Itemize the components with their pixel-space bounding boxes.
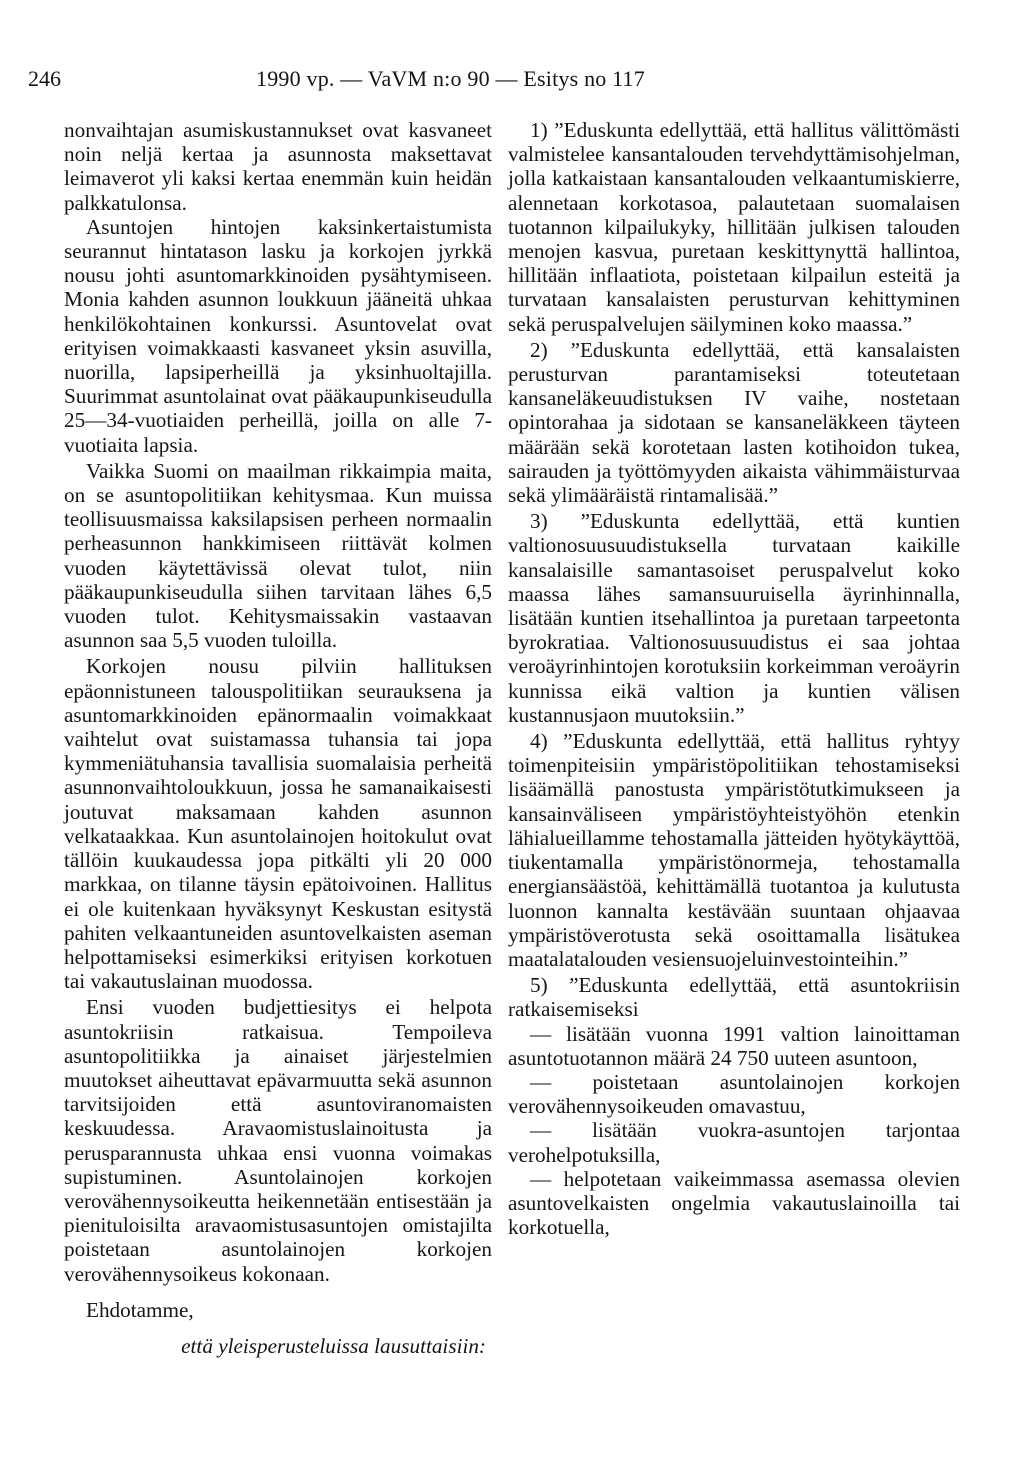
resolution-item: 4) ”Eduskunta edellyttää, että hallitus ryhtyy toimenpiteisiin ympäristöpolitiikan tehostamiseksi lisäämällä panostusta ympäristötutkimukseen ja kansainväliseen ympäristöyhteistyöhön etenkin lähialueillamme tehostamalla jätteiden hyötykäyttöä, tiukentamalla ympäristönormeja, tehostamalla energiansäästöä, kehittämällä tuotantoa ja kulutusta luonnon kannalta kestävään suuntaan ohjaavaa ympäristöverotusta sekä osoittamalla lisätukea maatalatalouden vesiensuojeluinvestointeihin.”: [508, 729, 960, 971]
paragraph: nonvaihtajan asumiskustannukset ovat kasvaneet noin neljä kertaa ja asunnosta maksettavat leimaverot yli kaksi kertaa enemmän kuin heidän palkkatulonsa.: [64, 118, 492, 215]
resolution-item: 2) ”Eduskunta edellyttää, että kansalaisten perusturvan parantamiseksi toteutetaan kansaneläkeuudistuksen IV vaihe, nostetaan opintorahaa ja sidotaan se kansaneläkkeen täyteen määrään sekä korotetaan lasten kotihoidon tukea, sairauden ja työttömyyden aikaista vähimmäisturvaa sekä ylimääräistä rintamalisää.”: [508, 337, 960, 508]
running-title: 1990 vp. — VaVM n:o 90 — Esitys no 117: [256, 66, 645, 91]
left-column: [64, 118, 492, 1358]
resolution-item: 3) ”Eduskunta edellyttää, että kuntien valtionosuusuudistuksella turvataan kaikille kansalaisille samantasoiset peruspalvelut koko maassa lähes samansuuruisella äyrinhinnalla, lisätään kuntien itsehallintoa ja puretaan tarpeetonta byrokratiaa. Valtionosuusuudistus ei saa johtaa veroäyrinhintojen korotuksiin korkeimman veroäyrin kunnissa eikä valtion ja kuntien välisen kustannusjaon muutoksiin.”: [508, 509, 960, 727]
dash-list-item: — helpotetaan vaikeimmassa asemassa olevien asuntovelkaisten ongelmia vakautuslainoilla tai korkotuella,: [508, 1166, 960, 1240]
proposal-closing: Ehdotamme,: [86, 1297, 194, 1322]
resolution-item: 1) ”Eduskunta edellyttää, että hallitus välittömästi valmistelee kansantalouden tervehdyttämisohjelman, jolla katkaistaan kansantalouden velkaantumiskierre, alennetaan korkotasoa, palautetaan suomalaisen tuotannon kilpailukyky, hillitään julkisen talouden menojen kasvua, puretaan keskittynyttä hallintoa, hillitään inflaatiota, poistetaan kilpailun esteitä ja turvataan kansalaisten perusturvan kehittyminen sekä peruspalvelujen säilyminen koko maassa.”: [508, 118, 960, 336]
paragraph: Vaikka Suomi on maailman rikkaimpia maita, on se asuntopolitiikan kehitysmaa. Kun muissa teollisuusmaissa kaksilapsisen perheen normaalin perheasunnon hankkimiseen riittävät kolmen vuoden käytettävissä olevat tulot, niin pääkaupunkiseudulla siihen tarvitaan lähes 6,5 vuoden tulot. Kehitysmaissakin vastaavan asunnon saa 5,5 vuoden tuloilla.: [64, 458, 492, 653]
dash-list-item: — poistetaan asuntolainojen korkojen verovähennysoikeuden omavastuu,: [508, 1069, 960, 1119]
page-header: [28, 62, 996, 96]
resolution-item: 5) ”Eduskunta edellyttää, että asuntokriisin ratkaisemiseksi: [508, 973, 960, 1022]
dash-list-item: — lisätään vuonna 1991 valtion lainoittaman asuntotuotannon määrä 24 750 uuteen asuntoon,: [508, 1021, 960, 1070]
page-number: 246: [28, 66, 61, 91]
paragraph: Asuntojen hintojen kaksinkertaistumista seurannut hintatason lasku ja korkojen jyrkkä nousu johti asuntomarkkinoiden pysähtymiseen. Monia kahden asunnon loukkuun jääneitä uhkaa henkilökohtainen konkurssi. Asuntovelat ovat erityisen voimakkaasti kasvaneet yksin asuvilla, nuorilla, lapsiperheillä ja yksinhuoltajilla. Suurimmat asuntolainat ovat pääkaupunkiseudulla 25—34-vuotiaiden perheillä, joilla on alle 7-vuotiaita lapsia.: [64, 214, 492, 457]
paragraph: Korkojen nousu pilviin hallituksen epäonnistuneen talouspolitiikan seurauksena ja asuntomarkkinoiden epänormaalin voimakkaat vaihtelut ovat suistamassa tuhansia tai jopa kymmeniätuhansia tavallisia suomalaisia perheitä asunnonvaihtoloukkuun, jossa he samanaikaisesti joutuvat maksamaan kahden asunnon velkataakkaa. Kun asuntolainojen hoitokulut ovat tällöin kuukaudessa jopa pitkälti yli 20 000 markkaa, on tilanne täysin epätoivoinen. Hallitus ei ole kuitenkaan hyväksynyt Keskustan esitystä pahiten velkaantuneiden asuntovelkaisten aseman helpottamiseksi esimerkiksi erityisen korkotuen tai vakautuslainan muodossa.: [64, 654, 492, 994]
proposal-lead-in: että yleisperusteluissa lausuttaisiin:: [181, 1333, 486, 1358]
paragraph: Ensi vuoden budjettiesitys ei helpota asuntokriisin ratkaisua. Tempoileva asuntopolitiikka ja ainaiset järjestelmien muutokset aiheuttavat epävarmuutta sekä asunnon tarvitsijoiden että asuntoviranomaisten keskuudessa. Aravaomistuslainoitusta ja perusparannusta uhkaa ensi vuonna voimakas supistuminen. Asuntolainojen korkojen verovähennysoikeutta heikennetään entisestään ja pienituloisilta aravaomistusasuntojen omistajilta poistetaan asuntolainojen korkojen verovähennysoikeus kokonaan.: [64, 995, 492, 1286]
dash-list-item: — lisätään vuokra-asuntojen tarjontaa verohelpotuksilla,: [508, 1118, 960, 1167]
right-column: [508, 118, 960, 1239]
